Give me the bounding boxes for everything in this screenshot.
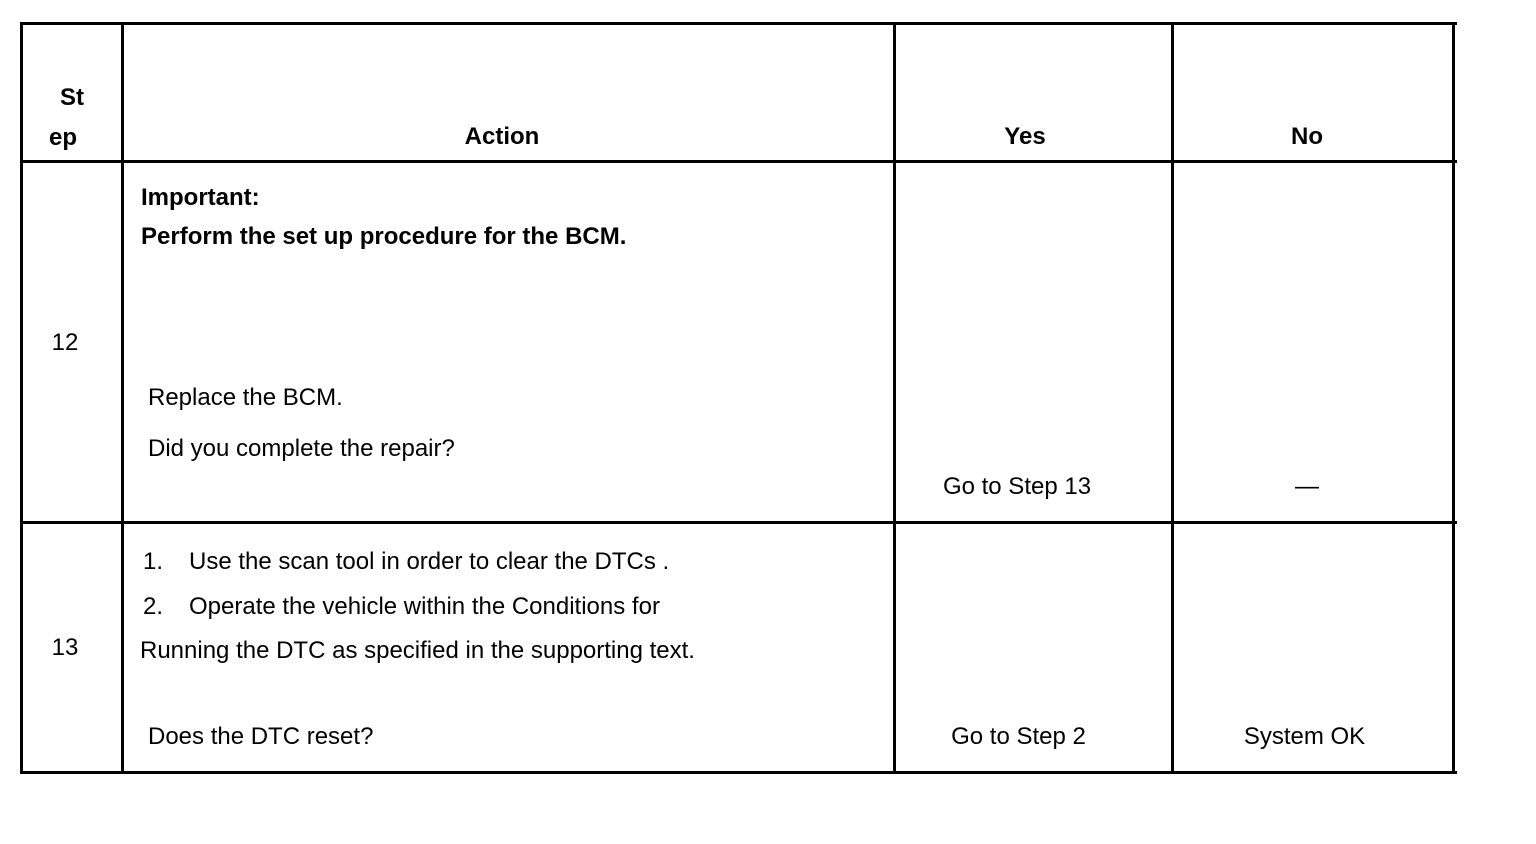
list-item-2-text: Operate the vehicle within the Conditions for [189, 593, 660, 620]
step-number-13: 13 [51, 634, 79, 661]
row-12-bottom-border [20, 521, 1457, 524]
no-row-12: — [1295, 473, 1319, 500]
important-text: Perform the set up procedure for the BCM. [141, 223, 627, 250]
list-item-2-continuation: Running the DTC as specified in the supporting text. [140, 637, 695, 664]
step-number-12: 12 [51, 329, 79, 356]
list-item-2-number: 2. [143, 593, 164, 620]
yes-row-13: Go to Step 2 [951, 723, 1086, 750]
header-bottom-border [20, 160, 1457, 163]
table-bottom-border [20, 771, 1457, 774]
header-no: No [1291, 123, 1323, 150]
important-label: Important: [141, 184, 260, 211]
table-top-border [20, 22, 1457, 25]
list-item-1-number: 1. [143, 548, 164, 575]
question-row-12: Did you complete the repair? [148, 435, 455, 462]
header-yes: Yes [1004, 123, 1046, 150]
action-replace-bcm: Replace the BCM. [148, 384, 343, 411]
header-step-line1: St [60, 84, 84, 111]
table-right-border [1452, 22, 1455, 774]
list-item-1-text: Use the scan tool in order to clear the DTCs . [189, 548, 670, 575]
question-row-13: Does the DTC reset? [148, 723, 374, 750]
yes-row-12: Go to Step 13 [942, 473, 1092, 500]
no-row-13: System OK [1243, 723, 1366, 750]
header-action: Action [464, 123, 540, 150]
header-step-line2: ep [48, 124, 77, 151]
